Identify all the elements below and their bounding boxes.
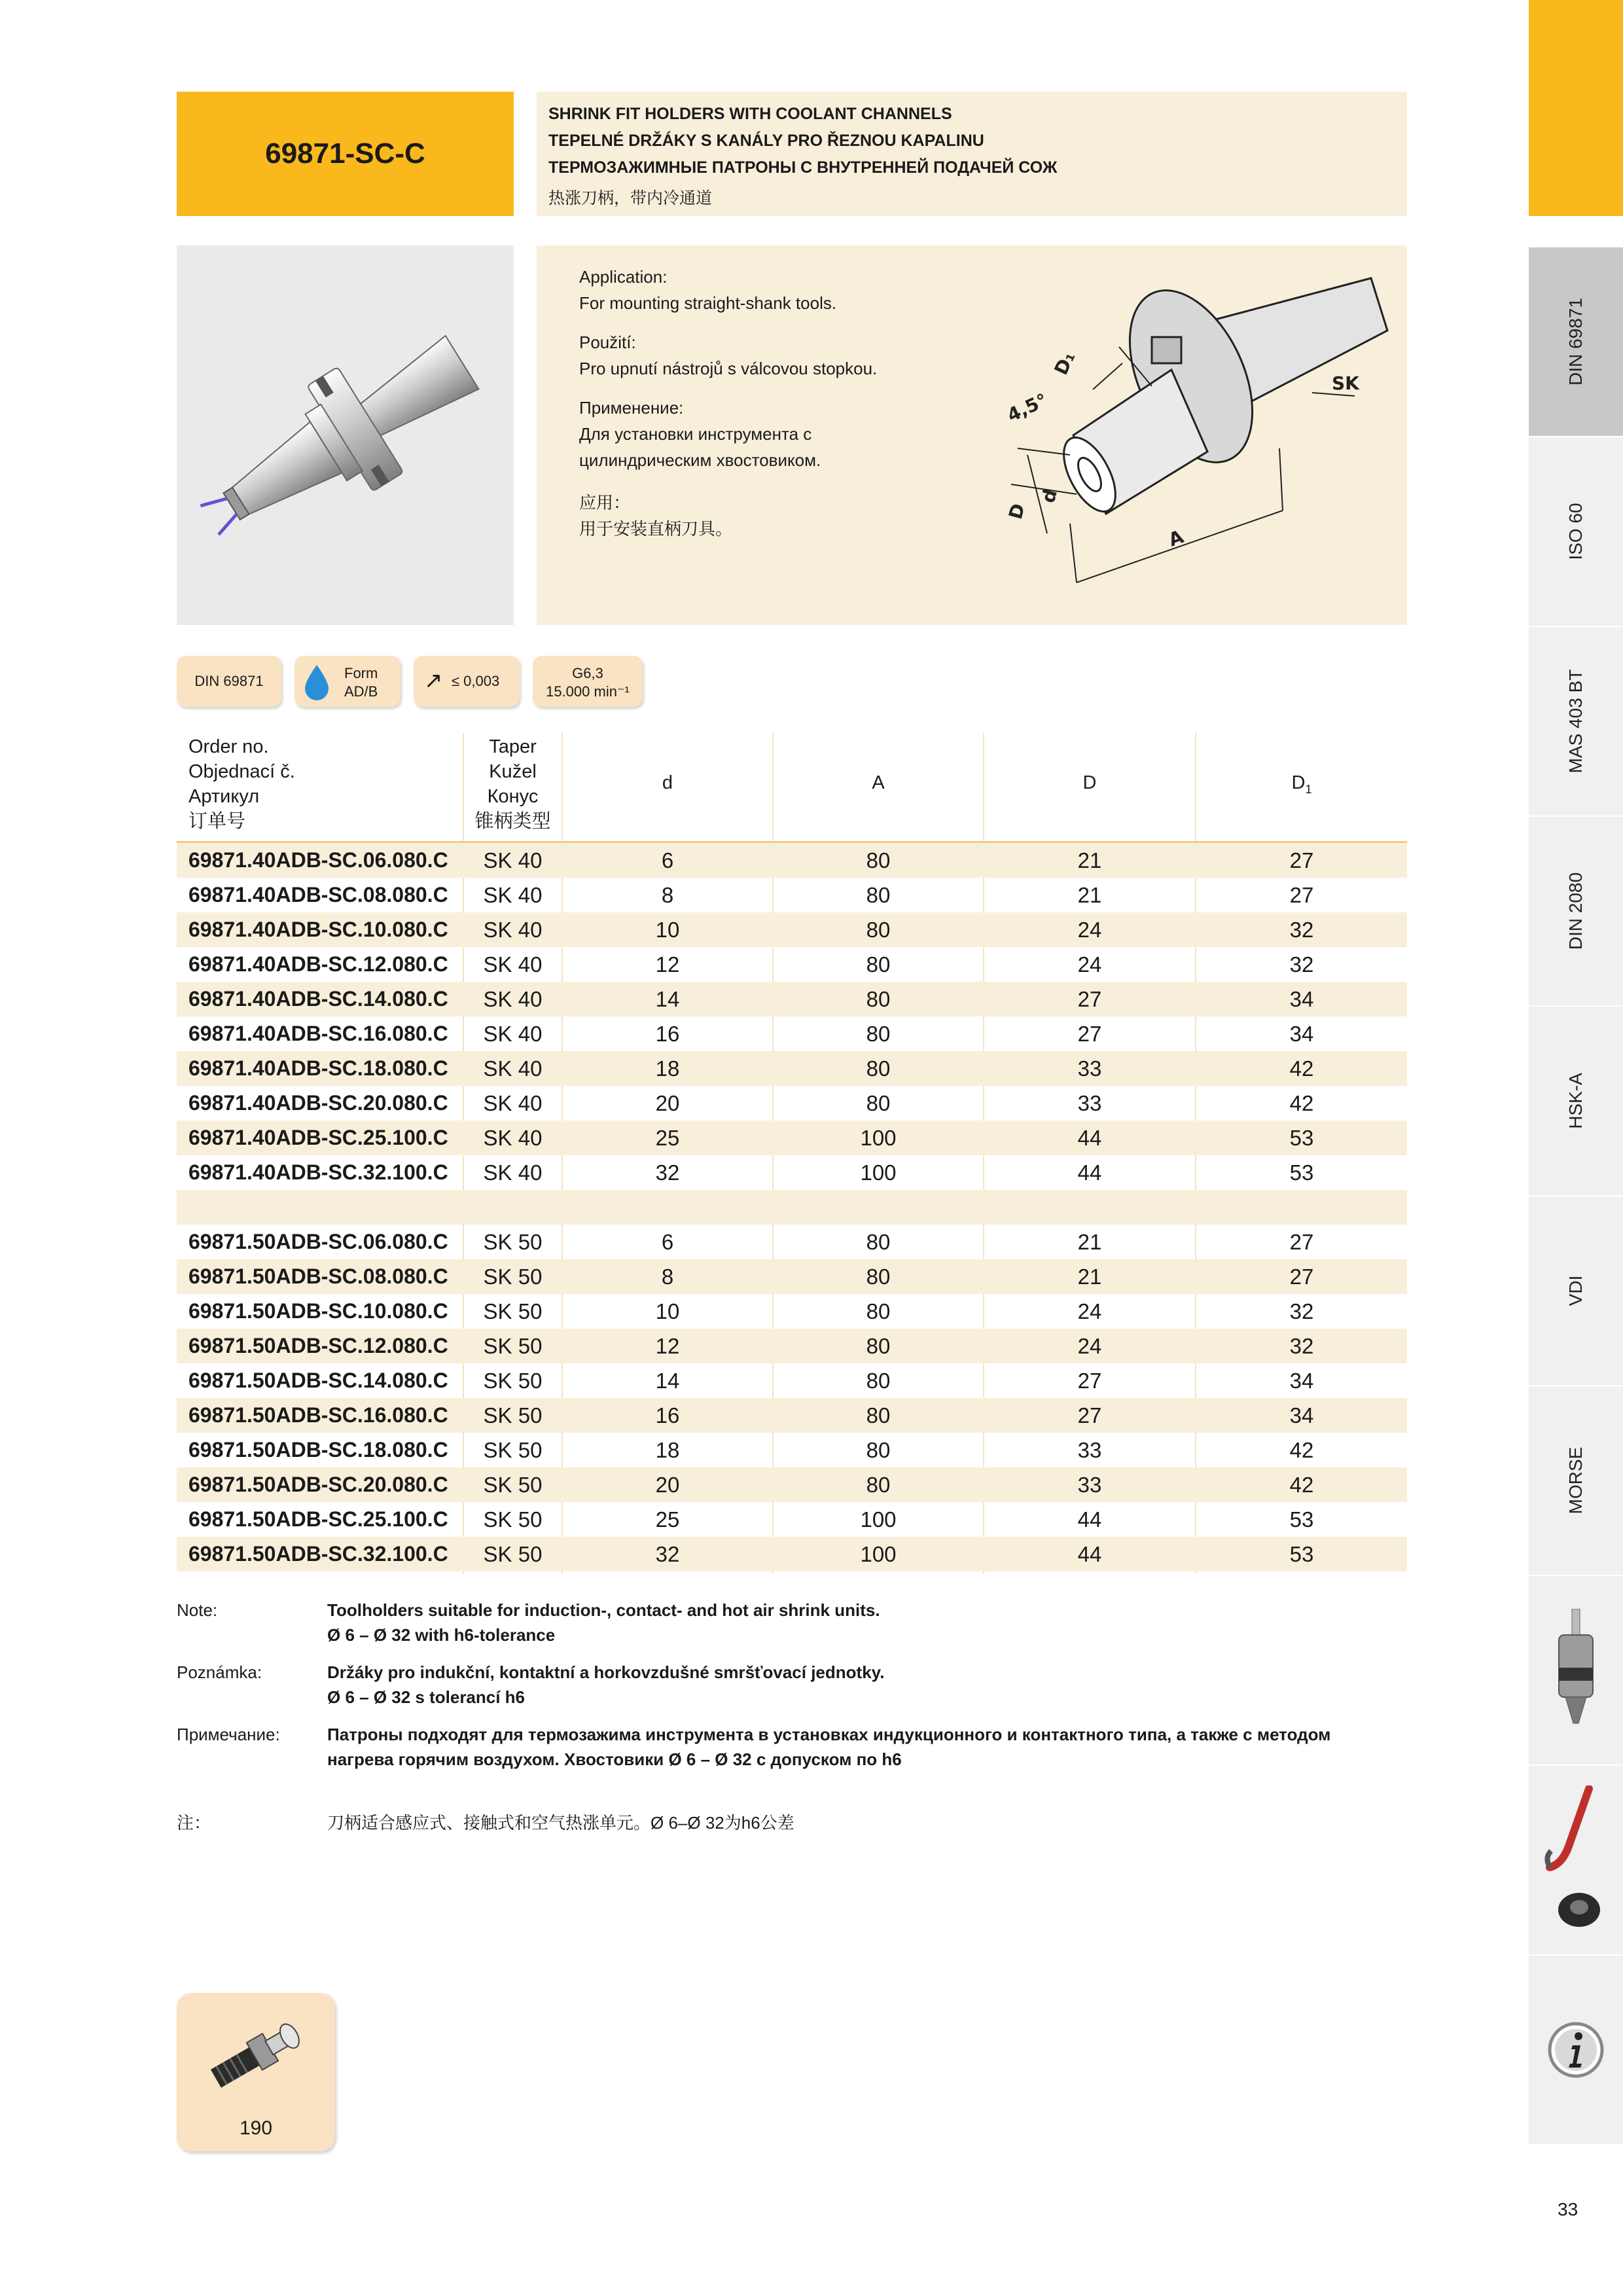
cell-taper: SK 50 [483, 1438, 543, 1462]
cell-A: 80 [866, 918, 891, 942]
cell-order-no: 69871.50ADB-SC.25.100.C [188, 1507, 448, 1531]
sidebar-tab-info[interactable] [1529, 1956, 1623, 2145]
table-row [177, 1016, 1407, 1051]
cell-D: 27 [1077, 987, 1102, 1011]
table-row [177, 878, 1407, 912]
cell-D: 21 [1077, 883, 1102, 907]
title-zh: 热涨刀柄，带内冷通道 [548, 189, 713, 207]
cell-d: 20 [655, 1091, 680, 1115]
cell-taper: SK 40 [483, 1056, 543, 1081]
drawing-angle-label: 4,5° [1004, 389, 1051, 427]
cell-A: 80 [866, 1091, 891, 1115]
header-D: D [1082, 772, 1097, 793]
drill-chuck-icon [1550, 1609, 1602, 1733]
cell-order-no: 69871.40ADB-SC.12.080.C [188, 952, 448, 976]
cell-d: 12 [655, 952, 680, 977]
table-row [177, 1225, 1407, 1259]
table-row [177, 982, 1407, 1016]
cell-order-no: 69871.40ADB-SC.20.080.C [188, 1091, 448, 1115]
accessory-page-ref: 190 [239, 2117, 273, 2139]
cell-D1: 34 [1289, 987, 1314, 1011]
cell-D1: 32 [1289, 952, 1314, 977]
cell-order-no: 69871.40ADB-SC.06.080.C [188, 848, 448, 872]
cell-d: 25 [655, 1507, 680, 1532]
cell-d: 16 [655, 1403, 680, 1427]
cell-d: 10 [655, 918, 680, 942]
cell-order-no: 69871.50ADB-SC.06.080.C [188, 1230, 448, 1253]
note-ru-line-1: Патроны подходят для термозажима инструмента в установках индукционного и контактного типа, а также с методом [327, 1725, 1331, 1744]
cell-A: 100 [860, 1507, 897, 1532]
cell-D1: 53 [1289, 1160, 1314, 1185]
cell-taper: SK 50 [483, 1403, 543, 1427]
cell-taper: SK 40 [483, 1160, 543, 1185]
cell-D1: 42 [1289, 1473, 1314, 1497]
sidebar-tab-drill-chuck[interactable] [1529, 1576, 1623, 1766]
cell-order-no: 69871.50ADB-SC.32.100.C [188, 1542, 448, 1566]
cell-D: 33 [1077, 1473, 1102, 1497]
cell-A: 80 [866, 1473, 891, 1497]
cell-D1: 34 [1289, 1369, 1314, 1393]
note-zh-label: 注： [177, 1813, 211, 1833]
cell-taper: SK 50 [483, 1334, 543, 1358]
header-D1: $D_1$ [1291, 772, 1312, 796]
title-en: SHRINK FIT HOLDERS WITH COOLANT CHANNELS [548, 105, 952, 123]
table-row [177, 1363, 1407, 1398]
cell-D1: 53 [1289, 1507, 1314, 1532]
cell-taper: SK 50 [483, 1265, 543, 1289]
cell-d: 10 [655, 1299, 680, 1323]
cell-D1: 42 [1289, 1438, 1314, 1462]
cell-A: 80 [866, 883, 891, 907]
cell-order-no: 69871.50ADB-SC.14.080.C [188, 1369, 448, 1392]
cell-d: 6 [661, 848, 674, 872]
cell-taper: SK 40 [483, 1126, 543, 1150]
table-row [177, 1259, 1407, 1294]
cell-d: 14 [655, 987, 680, 1011]
note-ru-line-2: нагрева горячим воздухом. Хвостовики Ø 6 – Ø 32 с допуском по h6 [327, 1749, 902, 1769]
header-d: d [662, 772, 673, 793]
cell-d: 32 [655, 1542, 680, 1566]
note-en-line-2: Ø 6 – Ø 32 with h6-tolerance [327, 1625, 556, 1645]
cell-order-no: 69871.40ADB-SC.25.100.C [188, 1126, 448, 1149]
cell-order-no: 69871.40ADB-SC.18.080.C [188, 1056, 448, 1080]
cell-D: 44 [1077, 1160, 1102, 1185]
table-row [177, 1502, 1407, 1537]
cell-taper: SK 50 [483, 1299, 543, 1323]
tool-holder-photo [177, 245, 514, 625]
cell-D1: 42 [1289, 1091, 1314, 1115]
application-zh-heading: 应用： [579, 493, 631, 512]
cell-A: 80 [866, 1230, 891, 1254]
note-en-label: Note: [177, 1600, 218, 1620]
application-en-heading: Application: [579, 267, 668, 287]
page-number: 33 [1558, 2199, 1578, 2219]
cell-D: 44 [1077, 1126, 1102, 1150]
cell-d: 6 [661, 1230, 674, 1254]
coolant-drop-icon [302, 664, 331, 700]
cell-taper: SK 40 [483, 848, 543, 872]
table-row [177, 1467, 1407, 1502]
cell-D: 27 [1077, 1369, 1102, 1393]
cell-A: 80 [866, 1438, 891, 1462]
application-cz-text: Pro upnutí nástrojů s válcovou stopkou. [579, 359, 878, 378]
badge-runout: ↗ ≤ 0,003 [414, 656, 520, 707]
table-row [177, 1155, 1407, 1190]
cell-D1: 27 [1289, 1265, 1314, 1289]
cell-taper: SK 50 [483, 1230, 543, 1254]
drawing-d-label: d [1037, 486, 1061, 505]
cell-D1: 42 [1289, 1056, 1314, 1081]
cell-D1: 32 [1289, 1299, 1314, 1323]
cell-d: 8 [661, 883, 674, 907]
note-cz-line-2: Ø 6 – Ø 32 s tolerancí h6 [327, 1687, 526, 1707]
application-zh-text: 用于安装直柄刀具。 [579, 519, 733, 539]
cell-order-no: 69871.50ADB-SC.10.080.C [188, 1299, 448, 1323]
cell-order-no: 69871.50ADB-SC.18.080.C [188, 1438, 448, 1462]
badge-din: DIN 69871 [177, 656, 281, 707]
cell-D: 27 [1077, 1022, 1102, 1046]
title-ru: ТЕРМОЗАЖИМНЫЕ ПАТРОНЫ С ВНУТРЕННЕЙ ПОДАЧЕЙ СОЖ [548, 158, 1058, 177]
cell-D: 24 [1077, 1334, 1102, 1358]
sidebar-tab-morse[interactable]: MORSE [1529, 1386, 1623, 1576]
cell-D1: 34 [1289, 1403, 1314, 1427]
accessory-card-retention-knob[interactable] [177, 1993, 335, 2151]
sidebar-tab-vdi[interactable]: VDI [1529, 1196, 1623, 1386]
application-en-text: For mounting straight-shank tools. [579, 293, 837, 313]
cell-A: 80 [866, 1299, 891, 1323]
cell-D: 24 [1077, 1299, 1102, 1323]
cell-d: 18 [655, 1438, 680, 1462]
product-code-box [177, 92, 514, 216]
cell-order-no: 69871.50ADB-SC.16.080.C [188, 1403, 448, 1427]
table-row [177, 1086, 1407, 1121]
table-row [177, 843, 1407, 878]
cell-D: 21 [1077, 1230, 1102, 1254]
note-en-line-1: Toolholders suitable for induction-, contact- and hot air shrink units. [327, 1600, 880, 1620]
cell-taper: SK 50 [483, 1473, 543, 1497]
table-spacer-row [177, 1190, 1407, 1225]
cell-A: 80 [866, 987, 891, 1011]
product-code: 69871-SC-C [265, 137, 425, 170]
application-ru-text-2: цилиндрическим хвостовиком. [579, 450, 821, 470]
cell-taper: SK 40 [483, 883, 543, 907]
sidebar-tab-din-2080[interactable]: DIN 2080 [1529, 817, 1623, 1007]
retention-knob-icon [196, 2006, 314, 2104]
cell-taper: SK 50 [483, 1369, 543, 1393]
header-taper: Taper Kužel Конус 锥柄类型 [474, 736, 551, 832]
cell-d: 8 [661, 1265, 674, 1289]
hook-wrench-icon [1543, 1785, 1609, 1936]
cell-A: 100 [860, 1126, 897, 1150]
sidebar-tab-mas-403-bt[interactable]: MAS 403 BT [1529, 627, 1623, 817]
drawing-A-label: A [1166, 526, 1186, 551]
cell-A: 80 [866, 1265, 891, 1289]
table-row [177, 1051, 1407, 1086]
cell-A: 80 [866, 1403, 891, 1427]
cell-taper: SK 50 [483, 1542, 543, 1566]
cell-D: 44 [1077, 1507, 1102, 1532]
cell-D: 27 [1077, 1403, 1102, 1427]
sidebar-accent-block [1529, 0, 1623, 216]
cell-A: 80 [866, 1334, 891, 1358]
cell-d: 32 [655, 1160, 680, 1185]
note-cz-line-1: Držáky pro indukční, kontaktní a horkovzdušné smršťovací jednotky. [327, 1662, 885, 1682]
drawing-sk-label: SK [1332, 372, 1359, 394]
cell-D1: 53 [1289, 1126, 1314, 1150]
cell-order-no: 69871.40ADB-SC.14.080.C [188, 987, 448, 1011]
cell-order-no: 69871.50ADB-SC.12.080.C [188, 1334, 448, 1357]
header-order-no: Order no. Objednací č. Артикул 订单号 [188, 736, 295, 832]
cell-A: 100 [860, 1542, 897, 1566]
cell-d: 16 [655, 1022, 680, 1046]
cell-taper: SK 40 [483, 1091, 543, 1115]
cell-D1: 27 [1289, 883, 1314, 907]
drawing-d1-label: D₁ [1050, 348, 1080, 378]
cell-d: 12 [655, 1334, 680, 1358]
product-photo [177, 245, 514, 625]
cell-D1: 27 [1289, 1230, 1314, 1254]
badge-form: Form AD/B [294, 656, 401, 707]
product-title-box [537, 92, 1407, 216]
cell-order-no: 69871.50ADB-SC.08.080.C [188, 1265, 448, 1288]
cell-A: 80 [866, 1022, 891, 1046]
cell-d: 14 [655, 1369, 680, 1393]
sidebar-tab-wrench[interactable] [1529, 1766, 1623, 1956]
cell-d: 18 [655, 1056, 680, 1081]
sidebar-tab-din-69871[interactable]: DIN 69871 [1529, 247, 1623, 437]
cell-A: 100 [860, 1160, 897, 1185]
cell-D1: 53 [1289, 1542, 1314, 1566]
cell-D1: 32 [1289, 918, 1314, 942]
cell-D: 33 [1077, 1056, 1102, 1081]
badge-balance: G6,3 15.000 min⁻¹ [533, 656, 643, 707]
cell-D: 21 [1077, 1265, 1102, 1289]
application-ru-text-1: Для установки инструмента с [579, 424, 812, 444]
technical-drawing [955, 259, 1400, 612]
note-ru-label: Примечание: [177, 1725, 280, 1744]
cell-A: 80 [866, 1369, 891, 1393]
cell-order-no: 69871.40ADB-SC.16.080.C [188, 1022, 448, 1045]
application-ru-heading: Применение: [579, 398, 684, 418]
sidebar-tab-iso-60[interactable]: ISO 60 [1529, 437, 1623, 627]
cell-D: 33 [1077, 1438, 1102, 1462]
cell-D1: 32 [1289, 1334, 1314, 1358]
table-row [177, 947, 1407, 982]
cell-taper: SK 40 [483, 1022, 543, 1046]
cell-A: 80 [866, 848, 891, 872]
application-cz-heading: Použití: [579, 332, 636, 352]
cell-order-no: 69871.40ADB-SC.10.080.C [188, 918, 448, 941]
table-row [177, 912, 1407, 947]
sidebar-tab-hsk-a[interactable]: HSK-A [1529, 1007, 1623, 1196]
table-row [177, 1294, 1407, 1329]
cell-D1: 27 [1289, 848, 1314, 872]
cell-taper: SK 40 [483, 987, 543, 1011]
note-cz-label: Poznámka: [177, 1662, 262, 1682]
cell-D: 24 [1077, 952, 1102, 977]
drawing-D-label: D [1004, 501, 1029, 522]
table-row [177, 1537, 1407, 1571]
cell-D: 33 [1077, 1091, 1102, 1115]
cell-A: 80 [866, 952, 891, 977]
cell-taper: SK 40 [483, 952, 543, 977]
cell-D: 21 [1077, 848, 1102, 872]
cell-taper: SK 40 [483, 918, 543, 942]
cell-taper: SK 50 [483, 1507, 543, 1532]
cell-order-no: 69871.40ADB-SC.32.100.C [188, 1160, 448, 1184]
note-zh-line-1: 刀柄适合感应式、接触式和空气热涨单元。Ø 6–Ø 32为h6公差 [327, 1813, 794, 1833]
cell-D1: 34 [1289, 1022, 1314, 1046]
table-row [177, 1121, 1407, 1155]
cell-d: 25 [655, 1126, 680, 1150]
table-row [177, 1398, 1407, 1433]
cell-d: 20 [655, 1473, 680, 1497]
info-icon [1546, 2020, 1605, 2079]
cell-D: 44 [1077, 1542, 1102, 1566]
cell-order-no: 69871.50ADB-SC.20.080.C [188, 1473, 448, 1496]
cell-A: 80 [866, 1056, 891, 1081]
table-row [177, 1433, 1407, 1467]
runout-arrow-icon: ↗ [424, 668, 443, 693]
table-row [177, 1329, 1407, 1363]
title-cz: TEPELNÉ DRŽÁKY S KANÁLY PRO ŘEZNOU KAPALINU [548, 132, 984, 150]
cell-D: 24 [1077, 918, 1102, 942]
cell-order-no: 69871.40ADB-SC.08.080.C [188, 883, 448, 906]
header-A: A [872, 772, 885, 793]
